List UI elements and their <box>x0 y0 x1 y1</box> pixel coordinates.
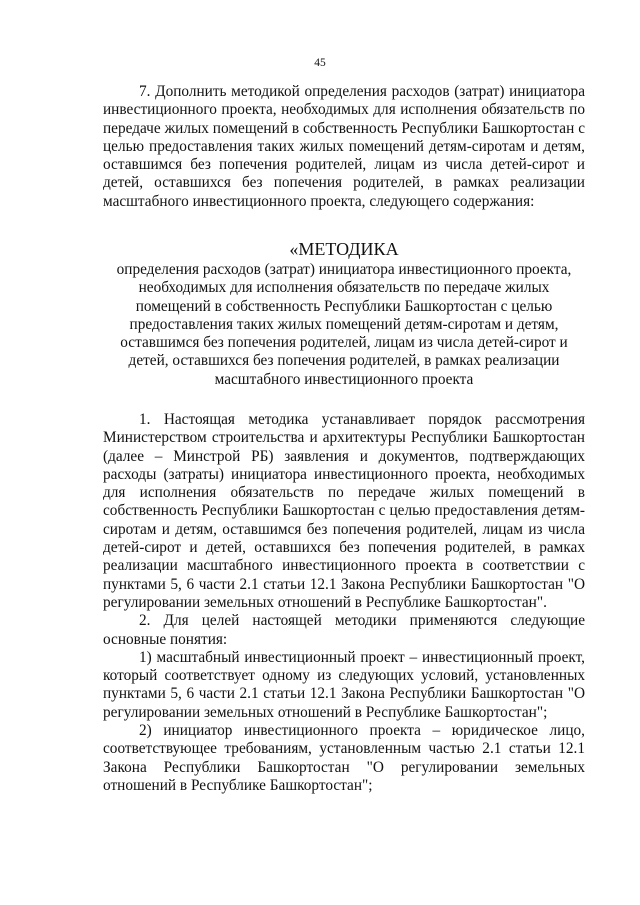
body-paragraph-2: 2. Для целей настоящей методики применяются следующие основные понятия: <box>103 612 585 648</box>
methodology-title: «МЕТОДИКА <box>289 239 399 259</box>
intro-section <box>103 83 585 211</box>
body-paragraph-1: 1. Настоящая методика устанавливает порядок рассмотрения Министерством строительства и архитектуры Республики Башкортостан (далее – Минстрой РБ) заявления и документов, подтверждающих расходы (затраты) инициатора инвестиционного проекта, необходимых для исполнения обязательств по передаче жилых помещений в собственность Республики Башкортостан с целью предоставления детям-сиротам и детям, оставшимся без попечения родителей, лицам из числа детей-сирот и детей, оставшихся без попечения родителей, в рамках реализации масштабного инвестиционного проекта в соответствии с пунктами 5, 6 части 2.1 статьи 12.1 Закона Республики Башкортостан "О регулировании земельных отношений в Республике Башкортостан". <box>103 411 585 611</box>
body-paragraph-3: 1) масштабный инвестиционный проект – инвестиционный проект, который соответствует одному из следующих условий, установленных пунктами 5, 6 части 2.1 статьи 12.1 Закона Республики Башкортостан "О регулировании земельных отношений в Республике Башкортостан"; <box>103 648 585 721</box>
methodology-title-block <box>103 238 585 389</box>
intro-paragraph: 7. Дополнить методикой определения расходов (затрат) инициатора инвестиционного проекта, необходимых для исполнения обязательств по передаче жилых помещений в собственность Республики Башкортостан с целью предоставления таких жилых помещений детям-сиротам и детям, оставшимся без попечения родителей, лицам из числа детей-сирот и детей, оставшихся без попечения родителей, в рамках реализации масштабного инвестиционного проекта, следующего содержания: <box>103 83 585 210</box>
methodology-body <box>103 411 585 795</box>
methodology-subtitle: определения расходов (затрат) инициатора инвестиционного проекта, необходимых для исполнения обязательств по передаче жилых помещений в собственность Республики Башкортостан с целью предоставления таких жилых помещений детям-сиротам и детям, оставшимся без попечения родителей, лицам из числа детей-сирот и детей, оставшихся без попечения родителей, в рамках реализации масштабного инвестиционного проекта <box>116 261 572 388</box>
body-paragraph-4: 2) инициатор инвестиционного проекта – юридическое лицо, соответствующее требованиям, установленным частью 2.1 статьи 12.1 Закона Республики Башкортостан "О регулировании земельных отношений в Республике Башкортостан"; <box>103 722 585 794</box>
page-number: 45 <box>314 57 326 69</box>
